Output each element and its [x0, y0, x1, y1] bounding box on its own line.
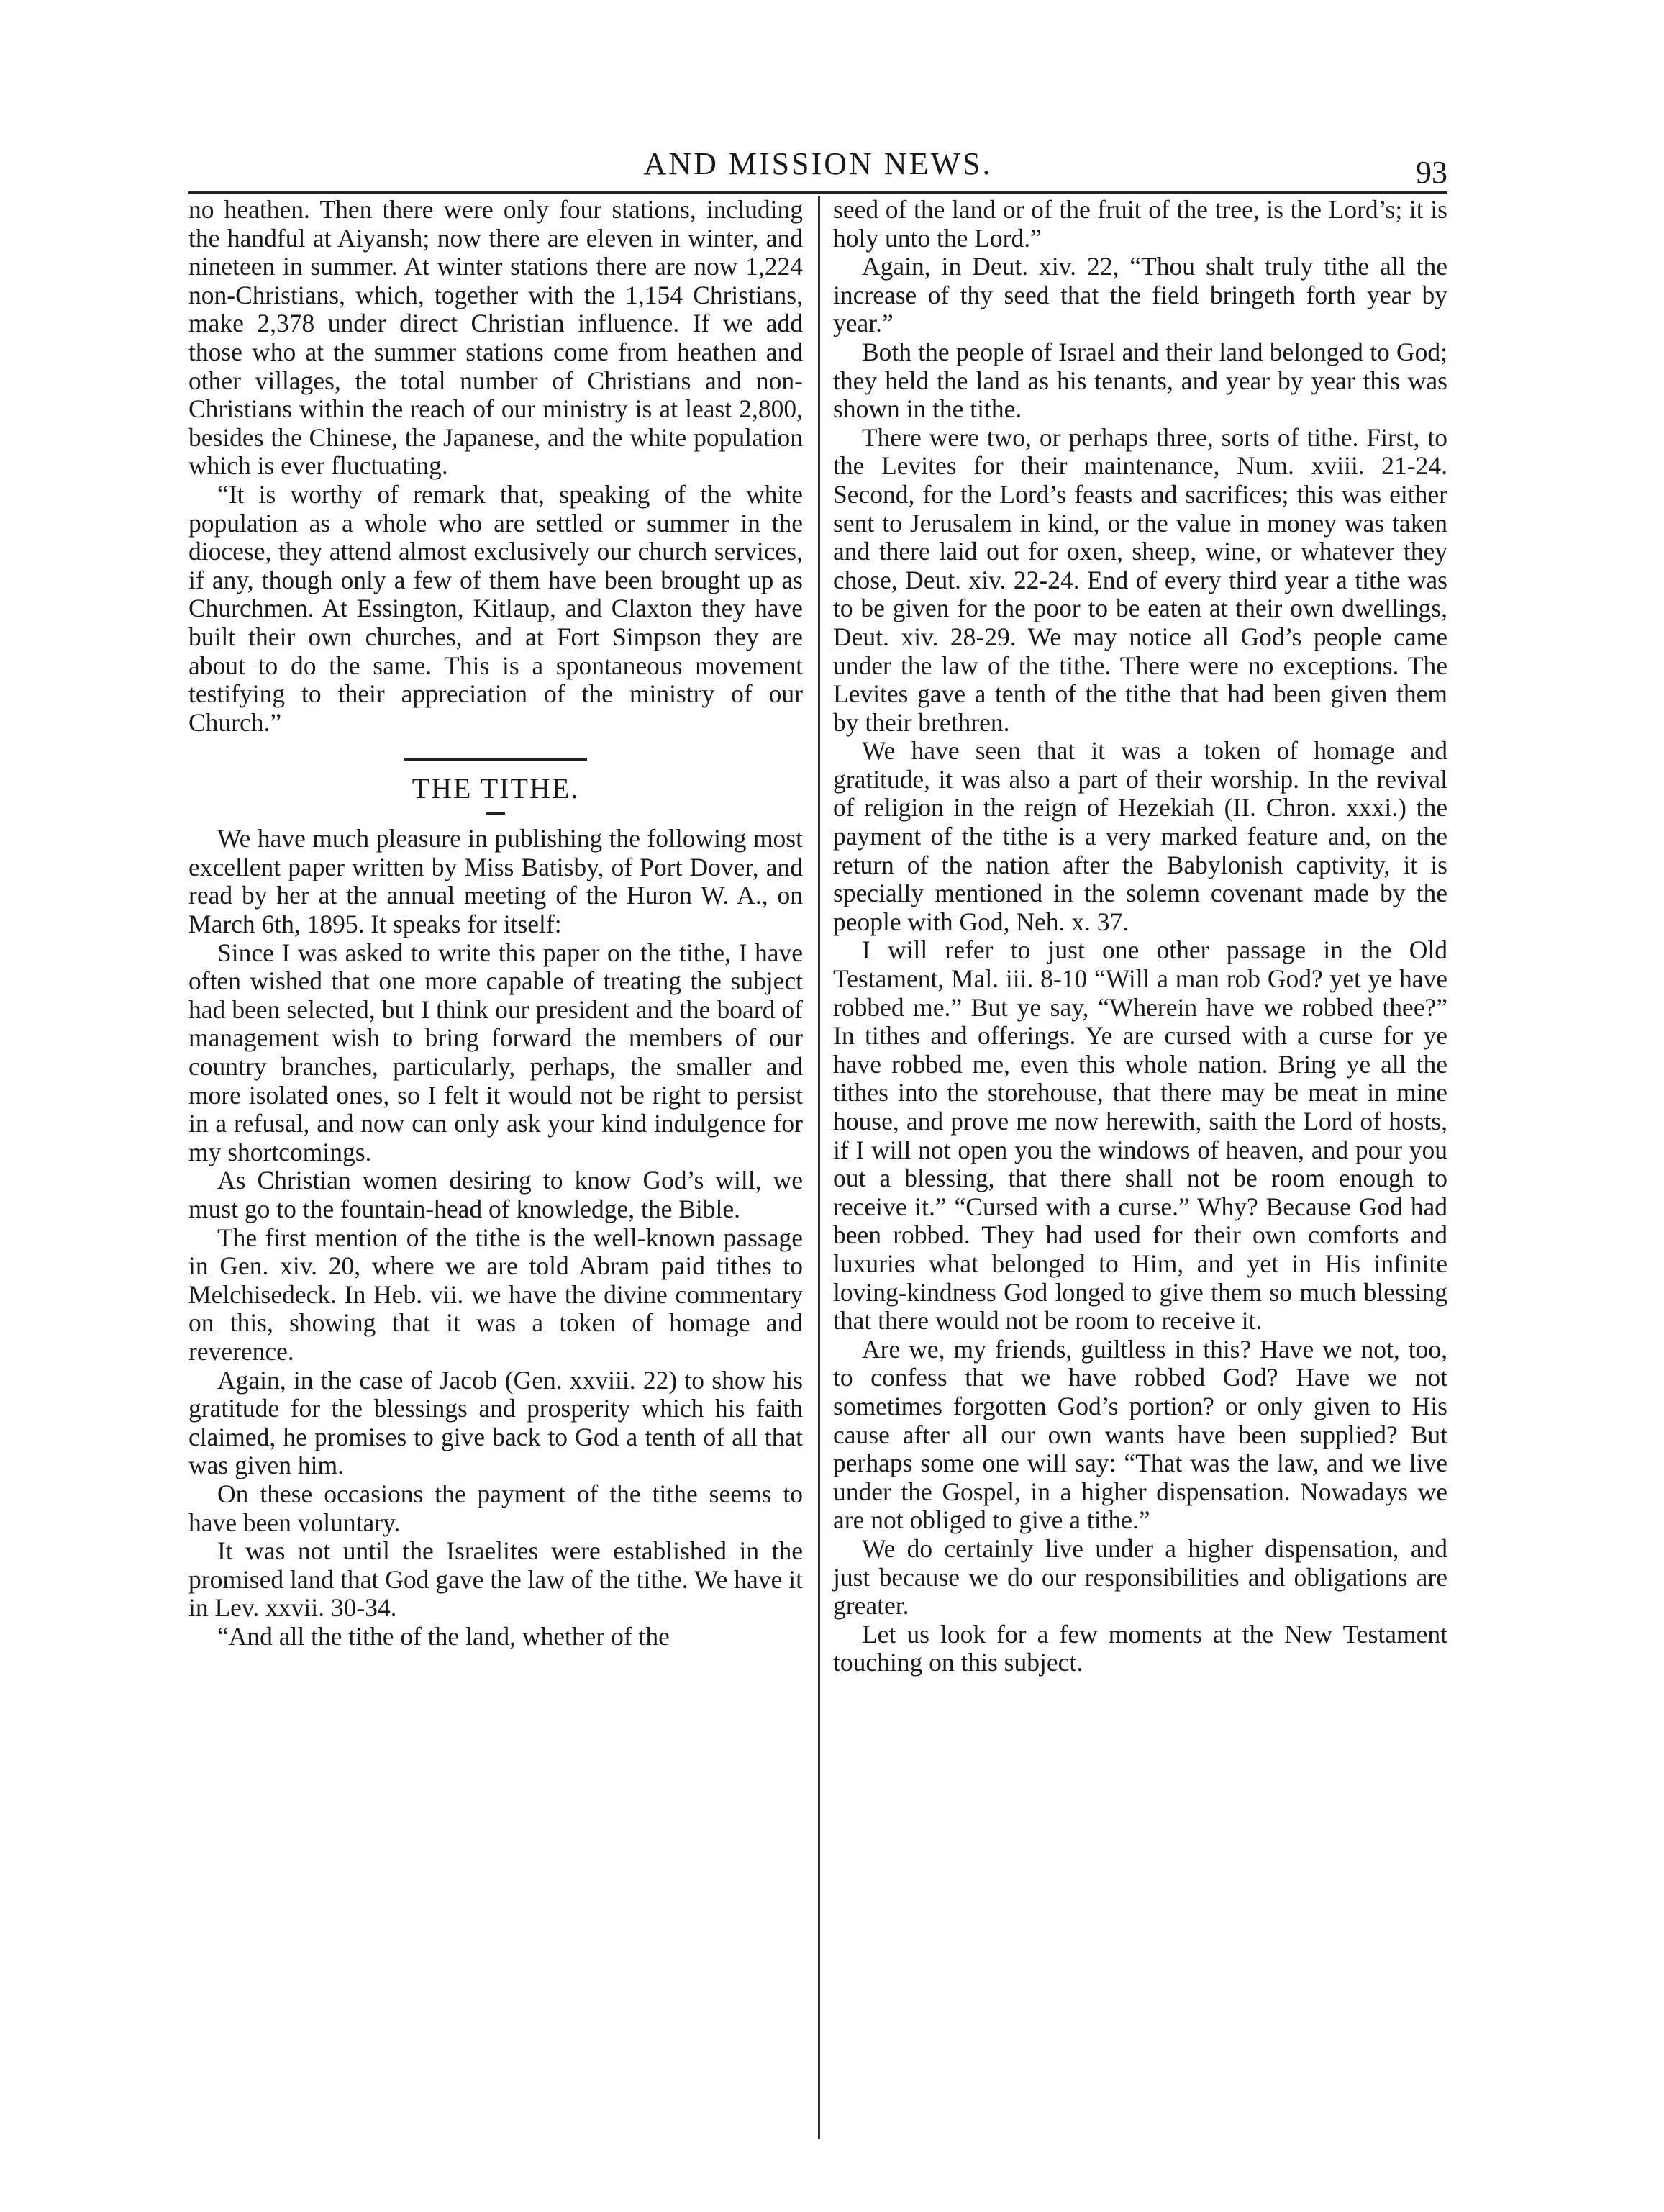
paragraph: There were two, or perhaps three, sorts of tithe. First, to the Levites for their maintenance, Num. xviii. 21-24. Second, for the Lord’s feasts and sacrifices; this was either sent to Jerusalem in kind, or the value in money was taken and there laid out for oxen, sheep, wine, or whatever they chose, Deut. xiv. 22-24. End of every third year a tithe was to be given for the poor to be eaten at their own dwellings, Deut. xiv. 28-29. We may notice all God’s people came under the law of the tithe. There were no exceptions. The Levites gave a tenth of the tithe that had been given them by their brethren.: [833, 422, 1447, 737]
paragraph: Let us look for a few moments at the New Testament touching on this subject.: [833, 1619, 1447, 1677]
left-column: [188, 196, 803, 1651]
section-title: THE TITHE.: [412, 772, 580, 805]
paragraph: “And all the tithe of the land, whether of the: [217, 1621, 670, 1651]
paragraph: It was not until the Israelites were established in the promised land that God gave the law of the tithe. We have it in Lev. xxvii. 30-34.: [188, 1536, 803, 1623]
header-rule: [188, 191, 1447, 194]
page-number: 93: [1416, 155, 1447, 190]
paragraph: Again, in the case of Jacob (Gen. xxviii. 22) to show his gratitude for the blessings and prosperity which his faith claimed, he promises to give back to God a tenth of all that was given him.: [188, 1365, 803, 1480]
title-dash: [486, 812, 505, 815]
paragraph: no heathen. Then there were only four stations, including the handful at Aiyansh; now there are eleven in winter, and nineteen in summer. At winter stations there are now 1,224 non-Christians, which, together with the 1,154 Christians, make 2,378 under direct Christian influence. If we add those who at the summer stations come from heathen and other villages, the total number of Christians and non-Christians within the reach of our ministry is at least 2,800, besides the Chinese, the Japanese, and the white population which is ever fluctuating.: [188, 195, 803, 481]
paragraph: The first mention of the tithe is the well-known passage in Gen. xiv. 20, where we are told Abram paid tithes to Melchisedeck. In Heb. vii. we have the divine commentary on this, showing that it was a token of homage and reverence.: [188, 1223, 803, 1366]
paragraph: Both the people of Israel and their land belonged to God; they held the land as his tenants, and year by year this was shown in the tithe.: [833, 337, 1447, 424]
paragraph: We have much pleasure in publishing the following most excellent paper written by Miss Batisby, of Port Dover, and read by her at the annual meeting of the Huron W. A., on March 6th, 1895. It speaks for itself:: [188, 824, 803, 939]
page-header: [188, 141, 1447, 190]
paragraph: seed of the land or of the fruit of the tree, is the Lord’s; it is holy unto the Lord.”: [833, 195, 1447, 253]
right-column: [833, 196, 1447, 1677]
paragraph: Since I was asked to write this paper on the tithe, I have often wished that one more capable of treating the subject had been selected, but I think our president and the board of management wish to bring forward the members of our country branches, particularly, perhaps, the smaller and more isolated ones, so I felt it would not be right to persist in a refusal, and now can only ask your kind indulgence for my shortcomings.: [188, 938, 803, 1166]
column-divider: [818, 196, 820, 2139]
paragraph: “It is worthy of remark that, speaking of the white population as a whole who are settled or summer in the diocese, they attend almost exclusively our church services, if any, though only a few of them have been brought up as Churchmen. At Essington, Kitlaup, and Claxton they have built their own churches, and at Fort Simpson they are about to do the same. This is a spontaneous movement testifying to their appreciation of the ministry of our Church.”: [188, 479, 803, 737]
paragraph: We have seen that it was a token of homage and gratitude, it was also a part of their worship. In the revival of religion in the reign of Hezekiah (II. Chron. xxxi.) the payment of the tithe is a very marked feature and, on the return of the nation after the Babylonish captivity, it is specially mentioned in the solemn covenant made by the people with God, Neh. x. 37.: [833, 736, 1447, 936]
paragraph: As Christian women desiring to know God’s will, we must go to the fountain-head of knowledge, the Bible.: [188, 1166, 803, 1223]
paragraph: On these occasions the payment of the tithe seems to have been voluntary.: [188, 1479, 803, 1537]
paragraph: We do certainly live under a higher dispensation, and just because we do our responsibilities and obligations are greater.: [833, 1533, 1447, 1621]
running-title: AND MISSION NEWS.: [643, 146, 993, 181]
section-separator: [404, 758, 587, 761]
paragraph: Again, in Deut. xiv. 22, “Thou shalt truly tithe all the increase of thy seed that the field bringeth forth year by year.”: [833, 252, 1447, 338]
paragraph: I will refer to just one other passage in the Old Testament, Mal. iii. 8-10 “Will a man rob God? yet ye have robbed me.” But ye say, “Wherein have we robbed thee?” In tithes and offerings. Ye are cursed with a curse for ye have robbed me, even this whole nation. Bring ye all the tithes into the storehouse, that there may be meat in mine house, and prove me now herewith, saith the Lord of hosts, if I will not open you the windows of heaven, and pour you out a blessing, that there shall not be room enough to receive it.” “Cursed with a curse.” Why? Because God had been robbed. They had used for their own comforts and luxuries what belonged to Him, and yet in His infinite loving-kindness God longed to give them so much blessing that there would not be room to receive it.: [833, 935, 1447, 1336]
paragraph: Are we, my friends, guiltless in this? Have we not, too, to confess that we have robbed God? Have we not sometimes forgotten God’s portion? or only given to His cause after all our own wants have been supplied? But perhaps some one will say: “That was the law, and we live under the Gospel, in a higher dispensation. Nowadays we are not obliged to give a tithe.”: [833, 1334, 1447, 1535]
